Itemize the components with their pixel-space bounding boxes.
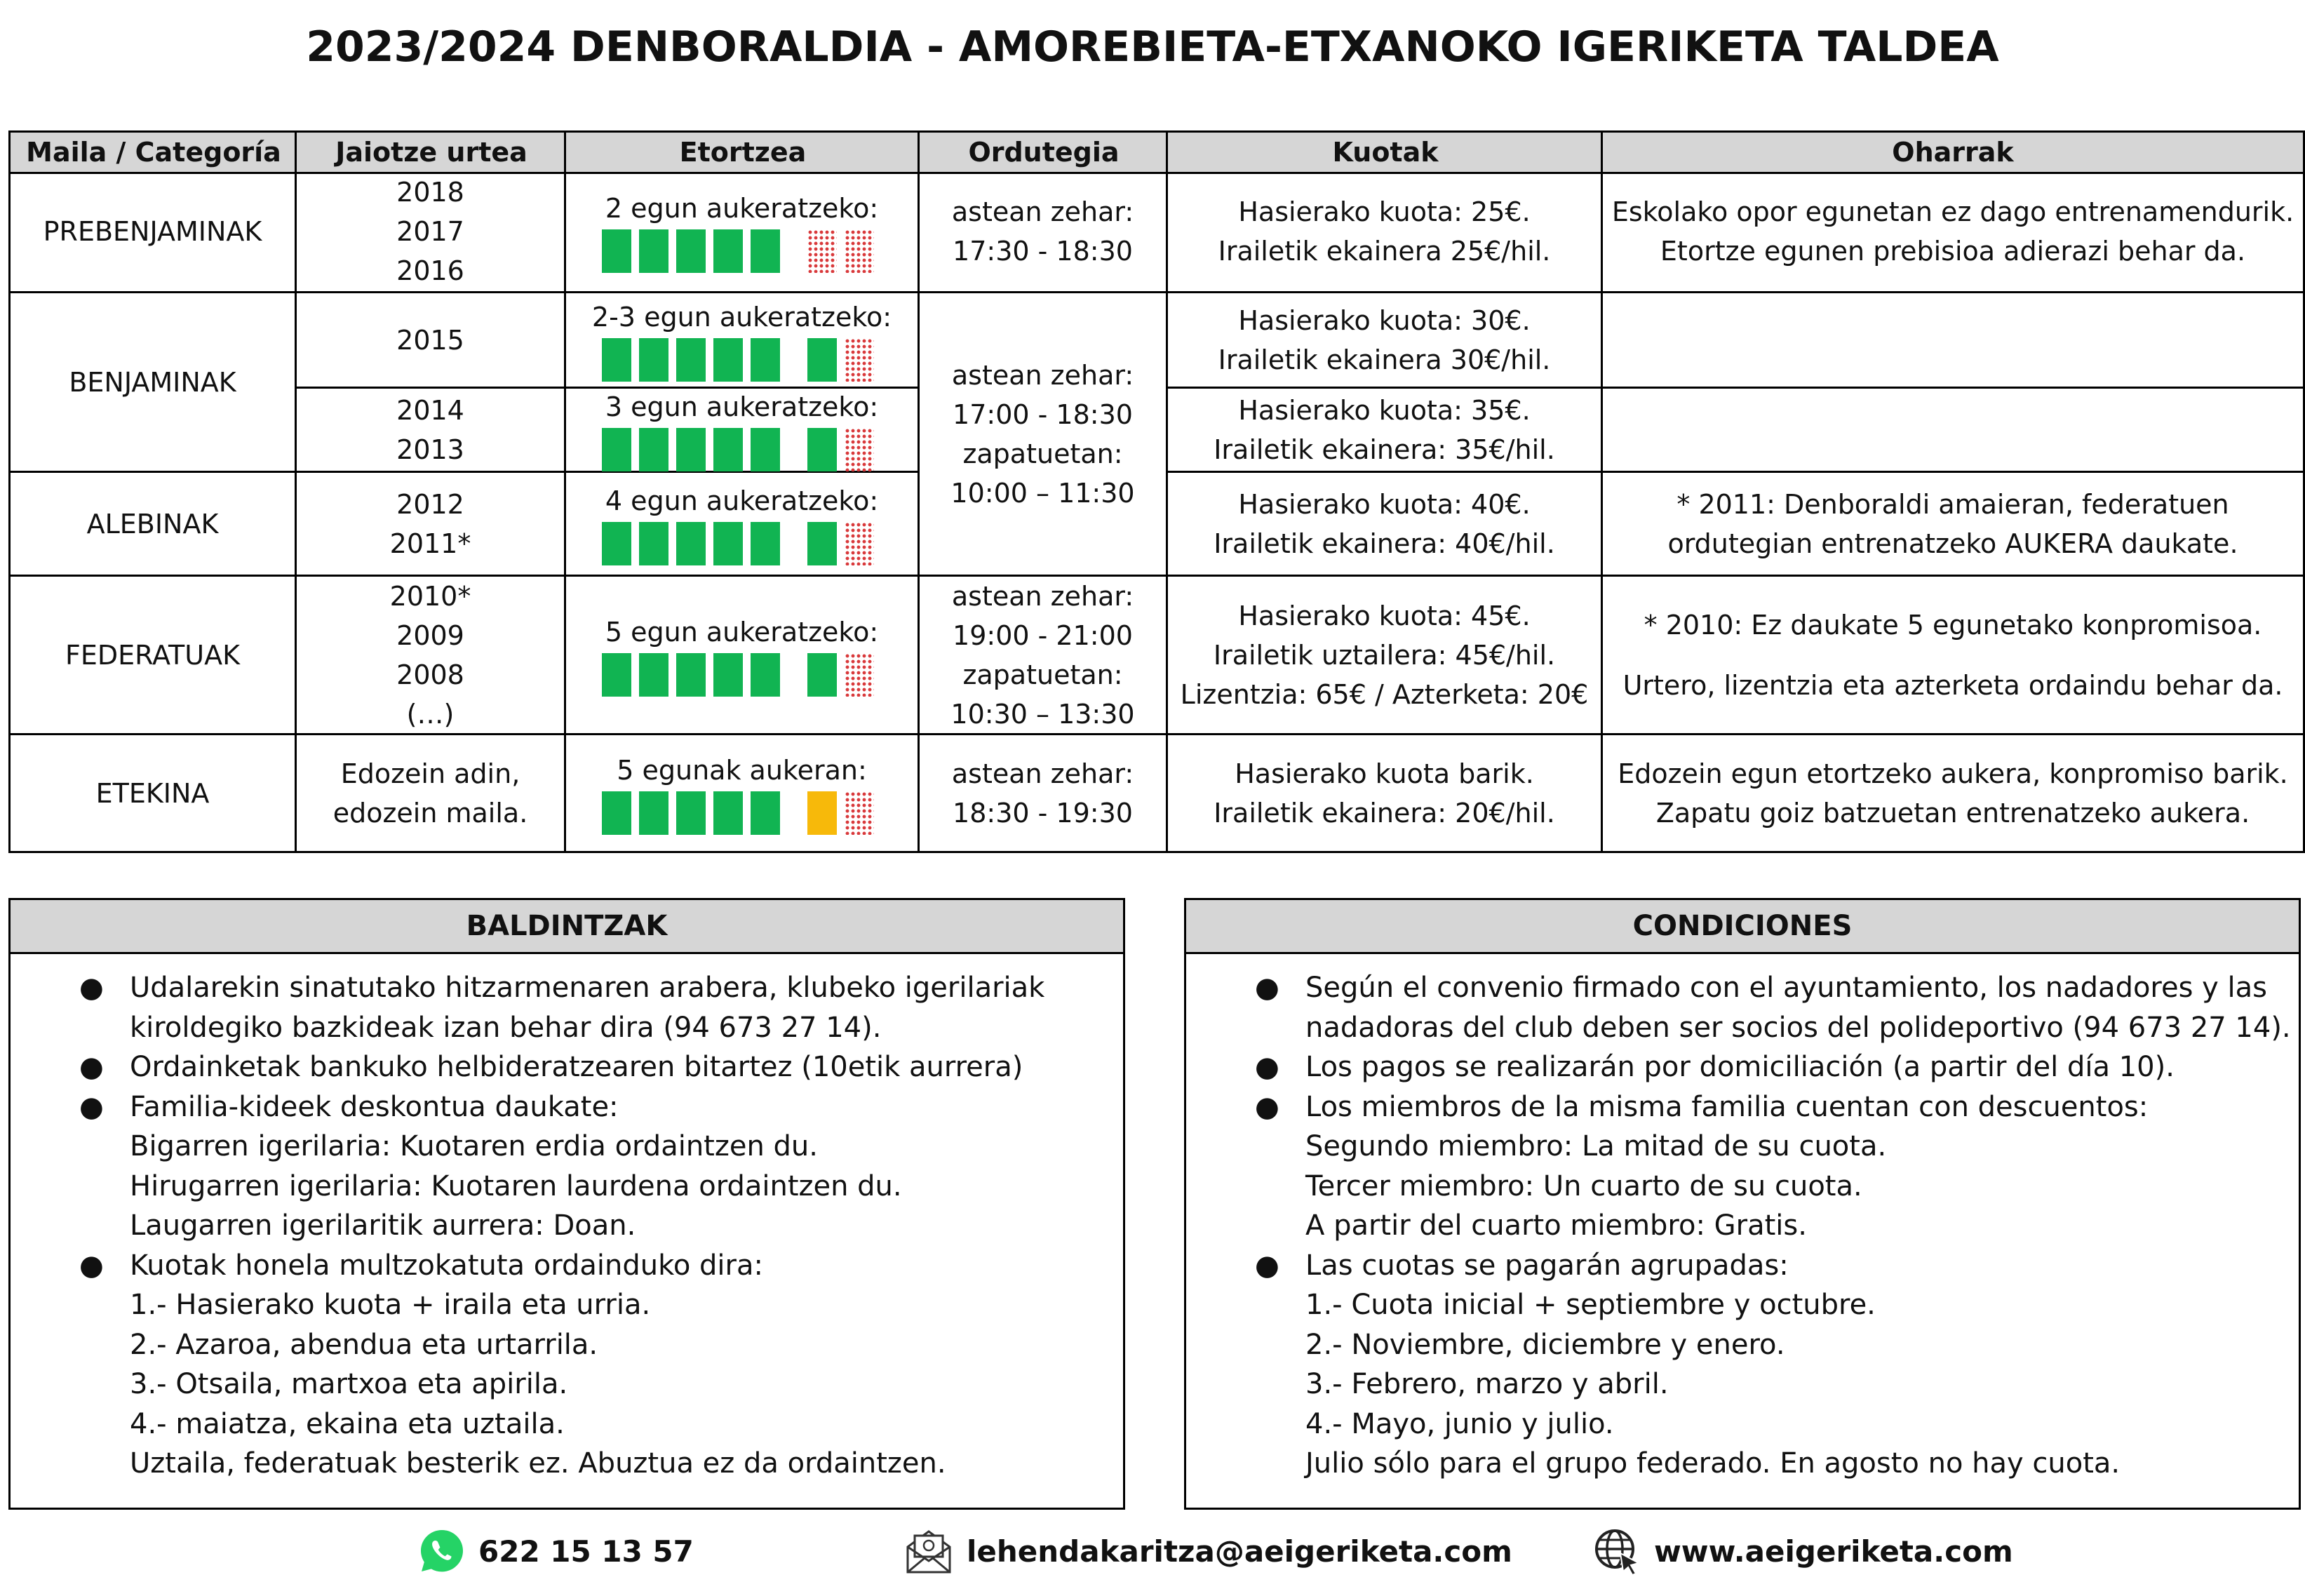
category-cell: BENJAMINAK [69,366,236,398]
schedule-cell [920,293,1166,575]
day-available [639,522,668,565]
schedule-table [8,130,2305,853]
day-available [807,428,837,471]
day-available [676,229,706,273]
year: 2014 [396,394,464,426]
day-unavailable [807,229,837,273]
footer-phone[interactable] [418,1522,694,1580]
note-line: Edozein egun etortzeko aukera, konpromiso barik. [1618,758,2288,789]
list-line: Segundo miembro: La mitad de su cuota. [1305,1130,1887,1162]
day-available [676,653,706,697]
schedule-line: 10:00 – 11:30 [950,477,1135,509]
list-line: A partir del cuarto miembro: Gratis. [1305,1209,1807,1242]
schedule-line: 19:00 - 21:00 [953,619,1133,651]
note-line: Urtero, lizentzia eta azterketa ordaindu behar da. [1622,669,2283,701]
schedule-line: astean zehar: [951,196,1134,227]
day-unavailable [845,229,874,273]
day-available [676,428,706,471]
list-item [11,1087,1123,1246]
day-available [751,791,780,835]
attendance-label: 2-3 egun aukeratzeko: [591,301,892,333]
day-available [602,791,631,835]
day-available [676,522,706,565]
list-item [1186,1047,2299,1087]
day-unavailable [845,338,874,382]
attendance-label: 3 egun aukeratzeko: [605,391,879,422]
email-icon [903,1527,954,1575]
day-indicator [602,522,882,565]
day-available [751,653,780,697]
fee-line: Hasierako kuota: 25€. [1238,196,1531,227]
attendance-cell [566,577,918,733]
header-schedule: Ordutegia [968,137,1120,168]
day-available [713,522,743,565]
fees-cell [1168,172,1601,291]
year: Edozein adin, [340,758,520,789]
list-line: Hirugarren igerilaria: Kuotaren laurdena ordaintzen du. [130,1169,902,1202]
list-line: Los pagos se realizarán por domiciliación (a partir del día 10). [1305,1051,2175,1083]
day-available [751,338,780,382]
attendance-cell [566,735,918,851]
day-available [676,791,706,835]
day-available [639,229,668,273]
footer-web[interactable] [1592,1522,2013,1580]
day-available [676,338,706,382]
fee-line: Irailetik ekainera: 20€/hil. [1214,797,1555,829]
baldintzak-box [8,898,1125,1510]
list-line: Tercer miembro: Un cuarto de su cuota. [1305,1169,1862,1202]
category-cell: ETEKINA [95,777,210,809]
day-available [807,338,837,382]
list-item [11,1246,1123,1484]
year: (…) [406,698,455,730]
year: 2018 [396,177,464,208]
baldintzak-title: BALDINTZAK [11,900,1123,954]
year: 2009 [396,619,464,651]
email-address: lehendakaritza@aeigeriketa.com [967,1534,1512,1569]
fees-cell [1168,577,1601,733]
schedule-line: astean zehar: [951,359,1134,391]
list-item [1186,1246,2299,1484]
year: 2010* [389,580,471,612]
fee-line: Hasierako kuota barik. [1235,758,1534,789]
fee-line: Hasierako kuota: 35€. [1238,394,1531,426]
bullet-icon: ● [1255,1249,1279,1282]
day-available [602,428,631,471]
list-line: Udalarekin sinatutako hitzarmenaren arabera, klubeko igerilariak [130,972,1045,1004]
note-line: ordutegian entrenatzeko AUKERA daukate. [1667,528,2238,559]
schedule-cell [920,577,1166,733]
page-title: 2023/2024 DENBORALDIA - AMOREBIETA-ETXANOKO IGERIKETA TALDEA [306,22,1999,72]
day-optional [807,791,837,835]
fee-line: Lizentzia: 65€ / Azterketa: 20€ [1180,678,1589,710]
list-item [1186,1087,2299,1246]
schedule-line: zapatuetan: [962,438,1123,469]
list-line: 3.- Otsaila, martxoa eta apirila. [130,1368,568,1400]
web-icon [1592,1527,1641,1576]
category-cell: FEDERATUAK [65,639,240,671]
whatsapp-icon [418,1527,466,1575]
day-available [602,653,631,697]
year: edozein maila. [332,797,528,829]
list-item [11,1047,1123,1087]
day-available [602,522,631,565]
day-available [639,428,668,471]
day-indicator [602,229,882,273]
schedule-line: zapatuetan: [962,659,1123,690]
bullet-icon: ● [1255,1090,1279,1123]
list-line: 1.- Cuota inicial + septiembre y octubre. [1305,1289,1876,1321]
bullet-icon: ● [79,1051,104,1083]
birth-years-cell [297,172,564,291]
day-available [807,653,837,697]
year: 2011* [389,528,471,559]
list-line: Bigarren igerilaria: Kuotaren erdia ordaintzen du. [130,1130,818,1162]
day-indicator [602,338,882,382]
day-unavailable [845,653,874,697]
attendance-cell [566,293,918,387]
list-line: kiroldegiko bazkideak izan behar dira (94 673 27 14). [130,1011,882,1044]
list-line: Familia-kideek deskontua daukate: [130,1090,619,1123]
table-header-row [11,133,2303,174]
notes-cell [1603,735,2303,851]
day-indicator [602,428,882,471]
day-available [751,522,780,565]
schedule-line: astean zehar: [951,580,1134,612]
note-line: Eskolako opor egunetan ez dago entrenamendurik. [1611,196,2294,227]
attendance-label: 5 egun aukeratzeko: [605,616,879,648]
day-indicator [602,653,882,697]
bullet-icon: ● [79,1249,104,1282]
year: 2012 [396,488,464,520]
day-available [639,338,668,382]
schedule-line: 17:30 - 18:30 [953,236,1133,267]
header-category: Maila / Categoría [26,137,281,168]
birth-years-cell [297,735,564,851]
day-available [751,428,780,471]
attendance-cell [566,473,918,575]
list-line: Las cuotas se pagarán agrupadas: [1305,1249,1789,1282]
fee-line: Irailetik ekainera: 35€/hil. [1214,434,1555,465]
header-fees: Kuotak [1332,137,1439,168]
category-cell: ALEBINAK [86,508,219,539]
header-birth-year: Jaiotze urtea [335,137,527,168]
schedule-line: 10:30 – 13:30 [950,698,1135,730]
day-indicator [602,791,882,835]
schedule-line: 18:30 - 19:30 [953,797,1133,829]
list-line: Julio sólo para el grupo federado. En agosto no hay cuota. [1305,1447,2121,1480]
day-available [713,791,743,835]
header-attendance: Etortzea [679,137,807,168]
website-url: www.aeigeriketa.com [1654,1534,2013,1569]
year: 2015 [396,324,464,356]
birth-years-cell [297,293,564,387]
birth-years-cell [297,389,564,471]
birth-years-cell [297,577,564,733]
fee-line: Irailetik ekainera: 40€/hil. [1214,528,1555,559]
note-line: * 2010: Ez daukate 5 egunetako konpromisoa. [1644,609,2262,641]
schedule-line: astean zehar: [951,758,1134,789]
day-available [713,338,743,382]
attendance-label: 2 egun aukeratzeko: [605,193,879,224]
day-available [602,229,631,273]
category-cell: PREBENJAMINAK [43,216,262,247]
day-unavailable [845,791,874,835]
fees-cell [1168,473,1601,575]
list-line: 4.- maiatza, ekaina eta uztaila. [130,1407,565,1440]
fee-line: Irailetik ekainera 30€/hil. [1218,344,1551,375]
year: 2013 [396,434,464,465]
fee-line: Hasierako kuota: 30€. [1238,304,1531,336]
note-line: Etortze egunen prebisioa adierazi behar da. [1660,236,2246,267]
list-line: 4.- Mayo, junio y julio. [1305,1407,1614,1440]
day-unavailable [845,522,874,565]
list-line: 2.- Noviembre, diciembre y enero. [1305,1328,1785,1361]
bullet-icon: ● [79,972,104,1004]
header-notes: Oharrak [1892,137,2014,168]
list-line: Uztaila, federatuak besterik ez. Abuztua ez da ordaintzen. [130,1447,946,1480]
day-available [713,653,743,697]
phone-number: 622 15 13 57 [478,1534,694,1569]
day-available [713,428,743,471]
bullet-icon: ● [1255,972,1279,1004]
notes-cell [1603,577,2303,733]
day-available [713,229,743,273]
list-item [1186,968,2299,1047]
condiciones-box [1184,898,2301,1510]
fees-cell [1168,735,1601,851]
day-available [751,229,780,273]
day-available [639,653,668,697]
list-line: Laugarren igerilaritik aurrera: Doan. [130,1209,636,1242]
bullet-icon: ● [79,1090,104,1123]
fee-line: Irailetik ekainera 25€/hil. [1218,236,1551,267]
fee-line: Hasierako kuota: 45€. [1238,600,1531,631]
day-available [639,791,668,835]
fees-cell [1168,293,1601,387]
bullet-icon: ● [1255,1051,1279,1083]
list-line: 3.- Febrero, marzo y abril. [1305,1368,1669,1400]
notes-cell [1603,172,2303,291]
footer-email[interactable] [903,1522,1512,1580]
note-line: * 2011: Denboraldi amaieran, federatuen [1676,488,2229,520]
list-line: Kuotak honela multzokatuta ordainduko dira: [130,1249,763,1282]
list-line: 2.- Azaroa, abendua eta urtarrila. [130,1328,598,1361]
attendance-label: 4 egun aukeratzeko: [605,485,879,516]
day-available [602,338,631,382]
day-unavailable [845,428,874,471]
list-item [11,968,1123,1047]
condiciones-title: CONDICIONES [1186,900,2299,954]
year: 2017 [396,216,464,247]
fees-cell [1168,389,1601,471]
fee-line: Hasierako kuota: 40€. [1238,488,1531,520]
list-line: 1.- Hasierako kuota + iraila eta urria. [130,1289,651,1321]
year: 2016 [396,255,464,286]
attendance-label: 5 egunak aukeran: [617,754,867,786]
attendance-cell [566,389,918,471]
list-line: Los miembros de la misma familia cuentan con descuentos: [1305,1090,2149,1123]
fee-line: Irailetik uztailera: 45€/hil. [1213,639,1556,671]
notes-cell [1603,473,2303,575]
day-available [807,522,837,565]
list-line: Ordainketak bankuko helbideratzearen bitartez (10etik aurrera) [130,1051,1023,1083]
schedule-cell [920,172,1166,291]
list-line: Según el convenio firmado con el ayuntamiento, los nadadores y las [1305,972,2268,1004]
year: 2008 [396,659,464,690]
birth-years-cell [297,473,564,575]
list-line: nadadoras del club deben ser socios del polideportivo (94 673 27 14). [1305,1011,2291,1044]
schedule-line: 17:00 - 18:30 [953,398,1133,430]
attendance-cell [566,172,918,291]
schedule-cell [920,735,1166,851]
note-line: Zapatu goiz batzuetan entrenatzeko aukera. [1655,797,2250,829]
